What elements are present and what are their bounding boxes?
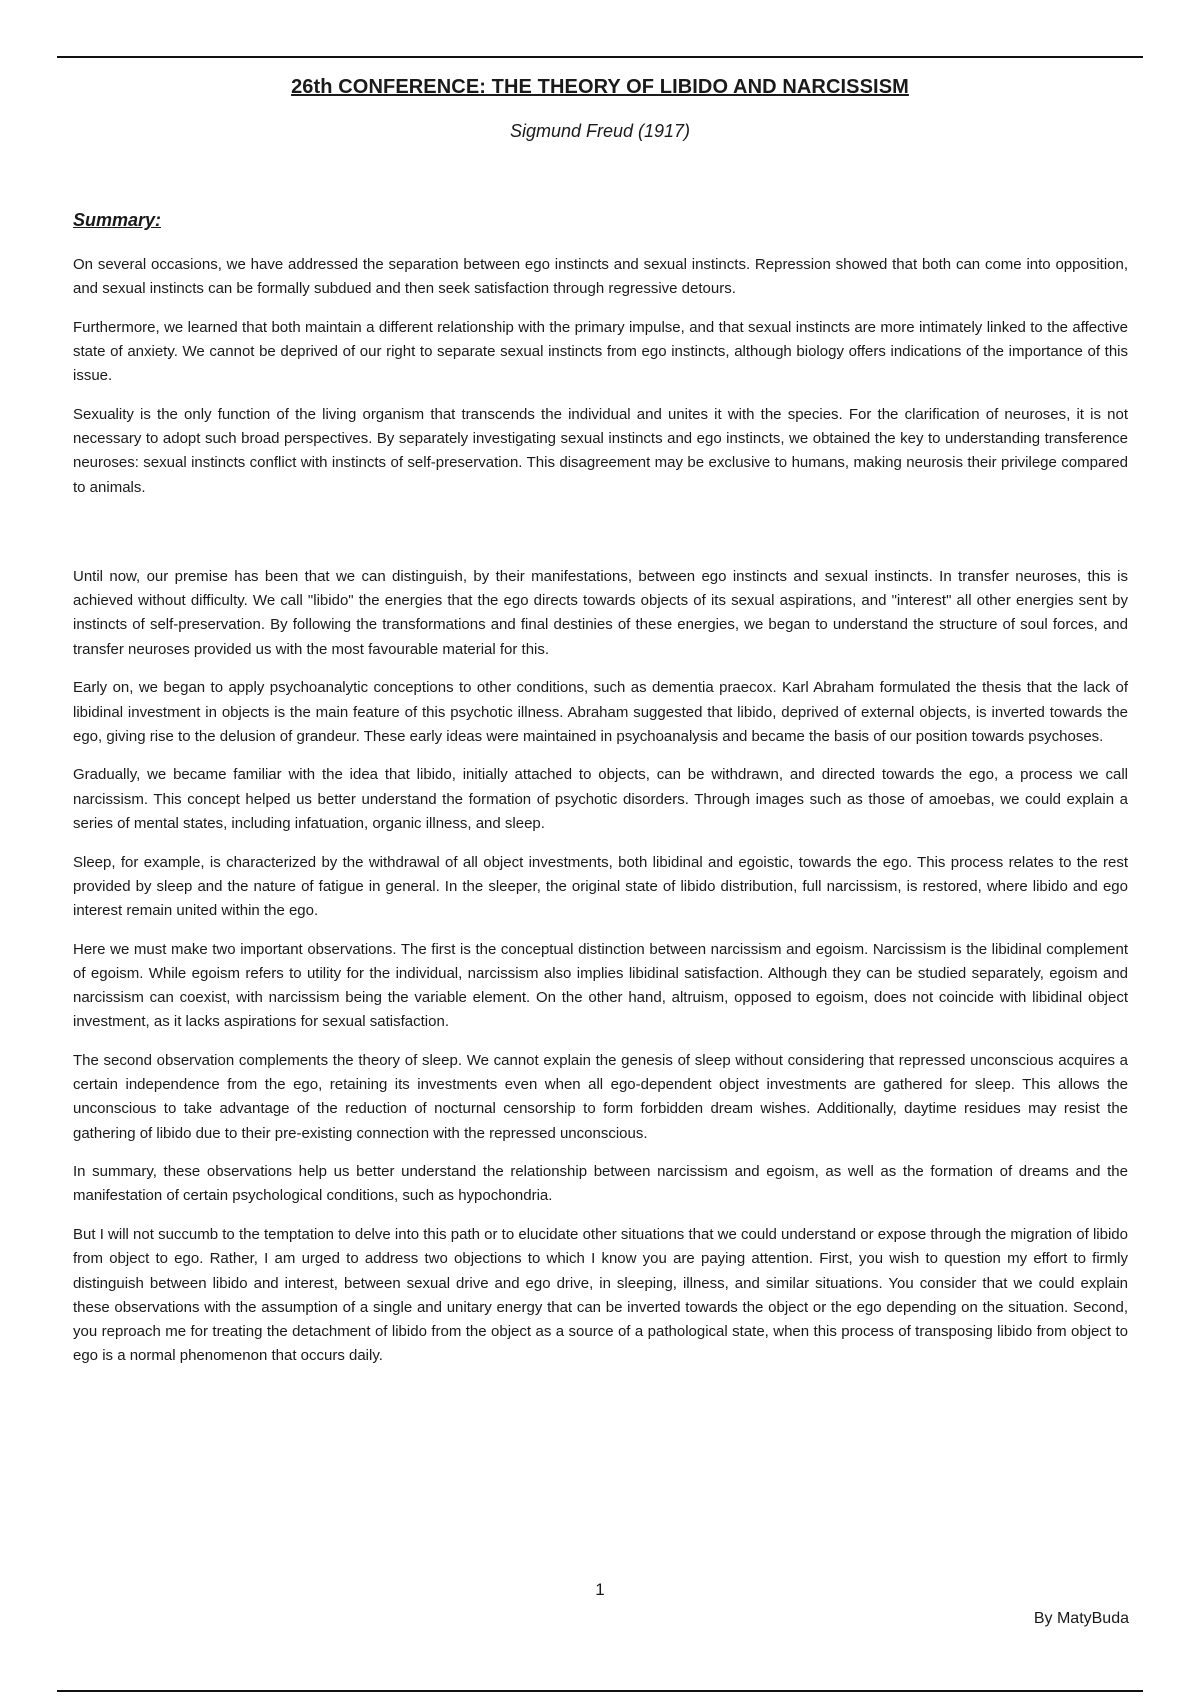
- paragraph: Here we must make two important observations. The first is the conceptual distinction between narcissism and egoism. Narcissism is the libidinal complement of egoism. While egoism refers to utility for the individual, narcissism also implies libidinal satisfaction. Although they can be studied separately, egoism and narcissism can coexist, with narcissism being the variable element. On the other hand, altruism, opposed to egoism, does not coincide with libidinal object investment, as it lacks aspirations for sexual satisfaction.: [73, 940, 1128, 1031]
- main-section: [73, 565, 1128, 1383]
- byline: By MatyBuda: [1033, 1610, 1129, 1627]
- summary-section: [73, 253, 1128, 514]
- paragraph: Gradually, we became familiar with the idea that libido, initially attached to objects, can be withdrawn, and directed towards the ego, a process we call narcissism. This concept helped us better understand the formation of psychotic disorders. Through images such as those of amoebas, we could explain a series of mental states, including infatuation, organic illness, and sleep.: [73, 766, 1128, 832]
- paragraph: The second observation complements the theory of sleep. We cannot explain the genesis of sleep without considering that repressed unconscious acquires a certain independence from the ego, retaining its investments even when all ego-dependent object investments are gathered for sleep. This allows the unconscious to take advantage of the reduction of nocturnal censorship to form forbidden dream wishes. Additionally, daytime residues may resist the gathering of libido due to their pre-existing connection with the repressed unconscious.: [73, 1051, 1128, 1142]
- paragraph: In summary, these observations help us better understand the relationship between narcissism and egoism, as well as the formation of dreams and the manifestation of certain psychological conditions, such as hypochondria.: [73, 1163, 1128, 1205]
- page-number: 1: [595, 1580, 605, 1599]
- paragraph: Furthermore, we learned that both maintain a different relationship with the primary impulse, and that sexual instincts are more intimately linked to the affective state of anxiety. We cannot be deprived of our right to separate sexual instincts from ego instincts, although biology offers indications of the importance of this issue.: [73, 318, 1128, 385]
- paragraph: Sexuality is the only function of the living organism that transcends the individual and unites it with the species. For the clarification of neuroses, it is not necessary to adopt such broad perspectives. By separately investigating sexual instincts and ego instincts, we obtained the key to understanding transference neuroses: sexual instincts conflict with instincts of self-preservation. This disagreement may be exclusive to humans, making neurosis their privilege compared to animals.: [73, 406, 1128, 496]
- paragraph: On several occasions, we have addressed the separation between ego instincts and sexual instincts. Repression showed that both can come into opposition, and sexual instincts can be formally subdued and then seek satisfaction through regressive detours.: [73, 256, 1128, 298]
- paragraph: Early on, we began to apply psychoanalytic conceptions to other conditions, such as dementia praecox. Karl Abraham formulated the thesis that the lack of libidinal investment in objects is the main feature of this psychotic illness. Abraham suggested that libido, deprived of external objects, is inverted towards the ego, giving rise to the delusion of grandeur. These early ideas were maintained in psychoanalysis and became the basis of our position towards psychoses.: [73, 679, 1128, 745]
- document-author: Sigmund Freud (1917): [509, 121, 691, 141]
- paragraph: But I will not succumb to the temptation to delve into this path or to elucidate other situations that we could understand or expose through the migration of libido from object to ego. Rather, I am urged to address two objections to which I know you are paying attention. First, you wish to question my effort to firmly distinguish between libido and interest, between sexual drive and ego drive, in sleeping, illness, and similar situations. You consider that we could explain these observations with the assumption of a single and unitary energy that can be inverted towards the object or the ego depending on the situation. Second, you reproach me for treating the detachment of libido from the object as a source of a pathological state, when this process of transposing libido from object to ego is a normal phenomenon that occurs daily.: [73, 1226, 1128, 1365]
- document-title: 26th CONFERENCE: THE THEORY OF LIBIDO AND NARCISSISM: [291, 76, 909, 98]
- summary-heading: Summary:: [73, 210, 162, 230]
- paragraph: Sleep, for example, is characterized by the withdrawal of all object investments, both libidinal and egoistic, towards the ego. This process relates to the rest provided by sleep and the nature of fatigue in general. In the sleeper, the original state of libido distribution, full narcissism, is restored, where libido and ego interest remain united within the ego.: [73, 853, 1128, 919]
- paragraph: Until now, our premise has been that we can distinguish, by their manifestations, between ego instincts and sexual instincts. In transfer neuroses, this is achieved without difficulty. We call "libido" the energies that the ego directs towards objects of its sexual aspirations, and "interest" all other energies sent by instincts of self-preservation. By following the transformations and final destinies of these energies, we began to understand the structure of soul forces, and transfer neuroses provided us with the most favourable material for this.: [73, 568, 1128, 658]
- bottom-rule: [57, 1690, 1143, 1692]
- top-rule: [57, 56, 1143, 58]
